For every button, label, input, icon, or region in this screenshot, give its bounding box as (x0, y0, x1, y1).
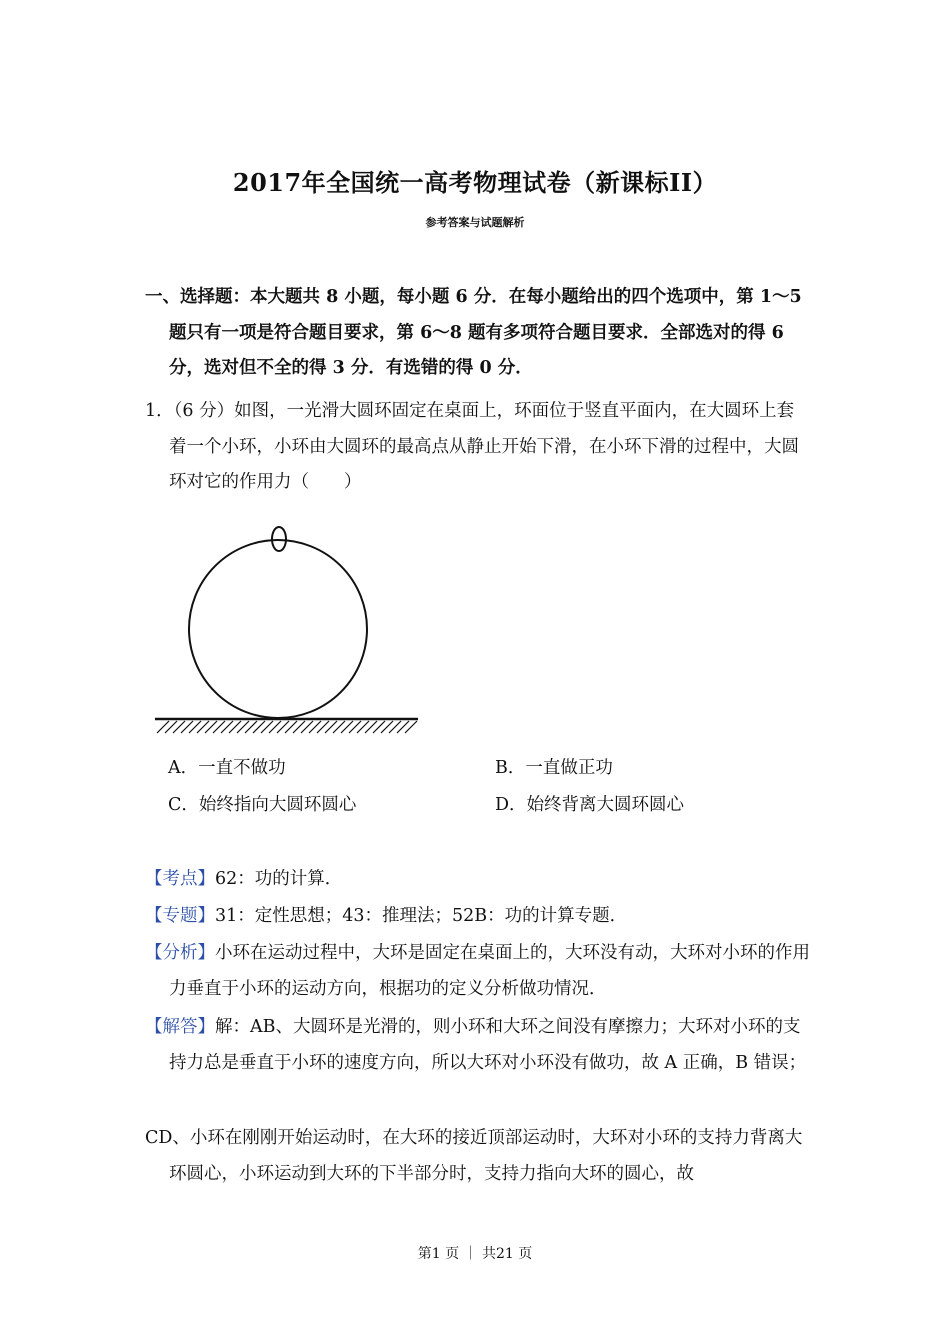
section-heading: 一、选择题：本大题共 8 小题，每小题 6 分．在每小题给出的四个选项中，第 1～5 题只有一项是符合题目要求，第 6～8 题有多项符合题目要求．全部选对的得 6 分，选对但不全的得 3 分．有选错的得 0 分． (145, 287, 802, 378)
kaodian-tag: 【考点】 (145, 869, 215, 889)
zhuanti-line (145, 899, 810, 935)
page-footer: 第1 页 ｜ 共21 页 (417, 1246, 533, 1262)
fenxi-block (145, 936, 810, 1007)
page-subtitle: 参考答案与试题解析 (425, 216, 525, 229)
jieda-text: 解：AB、大圆环是光滑的，则小环和大环之间没有摩擦力；大环对小环的支持力总是垂直于小环的速度方向，所以大环对小环没有做功，故 A 正确，B 错误； (169, 1017, 807, 1073)
cd-block: CD、小环在刚刚开始运动时，在大环的接近顶部运动时，大环对小环的支持力背离大环圆心，小环运动到大环的下半部分时，支持力指向大环的圆心，故 (145, 1128, 803, 1184)
question-1-text: 1．（6 分）如图，一光滑大圆环固定在桌面上，环面位于竖直平面内，在大圆环上套着一个小环，小环由大圆环的最高点从静止开始下滑，在小环下滑的过程中，大圆环对它的作用力（ ） (145, 401, 799, 492)
option-d: D．始终背离大圆环圆心 (495, 795, 685, 815)
zhuanti-text: 31：定性思想；43：推理法；52B：功的计算专题． (215, 906, 628, 926)
fenxi-text: 小环在运动过程中，大环是固定在桌面上的，大环没有动，大环对小环的作用力垂直于小环的运动方向，根据功的定义分析做功情况． (169, 943, 810, 999)
jieda-block (145, 1010, 810, 1081)
kaodian-text: 62：功的计算． (215, 869, 343, 889)
option-b: B．一直做正功 (495, 758, 613, 778)
ring-diagram (150, 520, 430, 744)
ring-diagram-svg (150, 520, 430, 740)
large-ring (189, 540, 367, 718)
small-ring (272, 527, 286, 551)
kaodian-line (145, 862, 810, 898)
option-a: A．一直不做功 (168, 758, 286, 778)
table-hatching (157, 721, 417, 733)
page-title: 2017年全国统一高考物理试卷（新课标II） (232, 168, 718, 197)
jieda-tag: 【解答】 (145, 1017, 215, 1037)
zhuanti-tag: 【专题】 (145, 906, 215, 926)
fenxi-tag: 【分析】 (145, 943, 215, 963)
option-c: C．始终指向大圆环圆心 (168, 795, 357, 815)
